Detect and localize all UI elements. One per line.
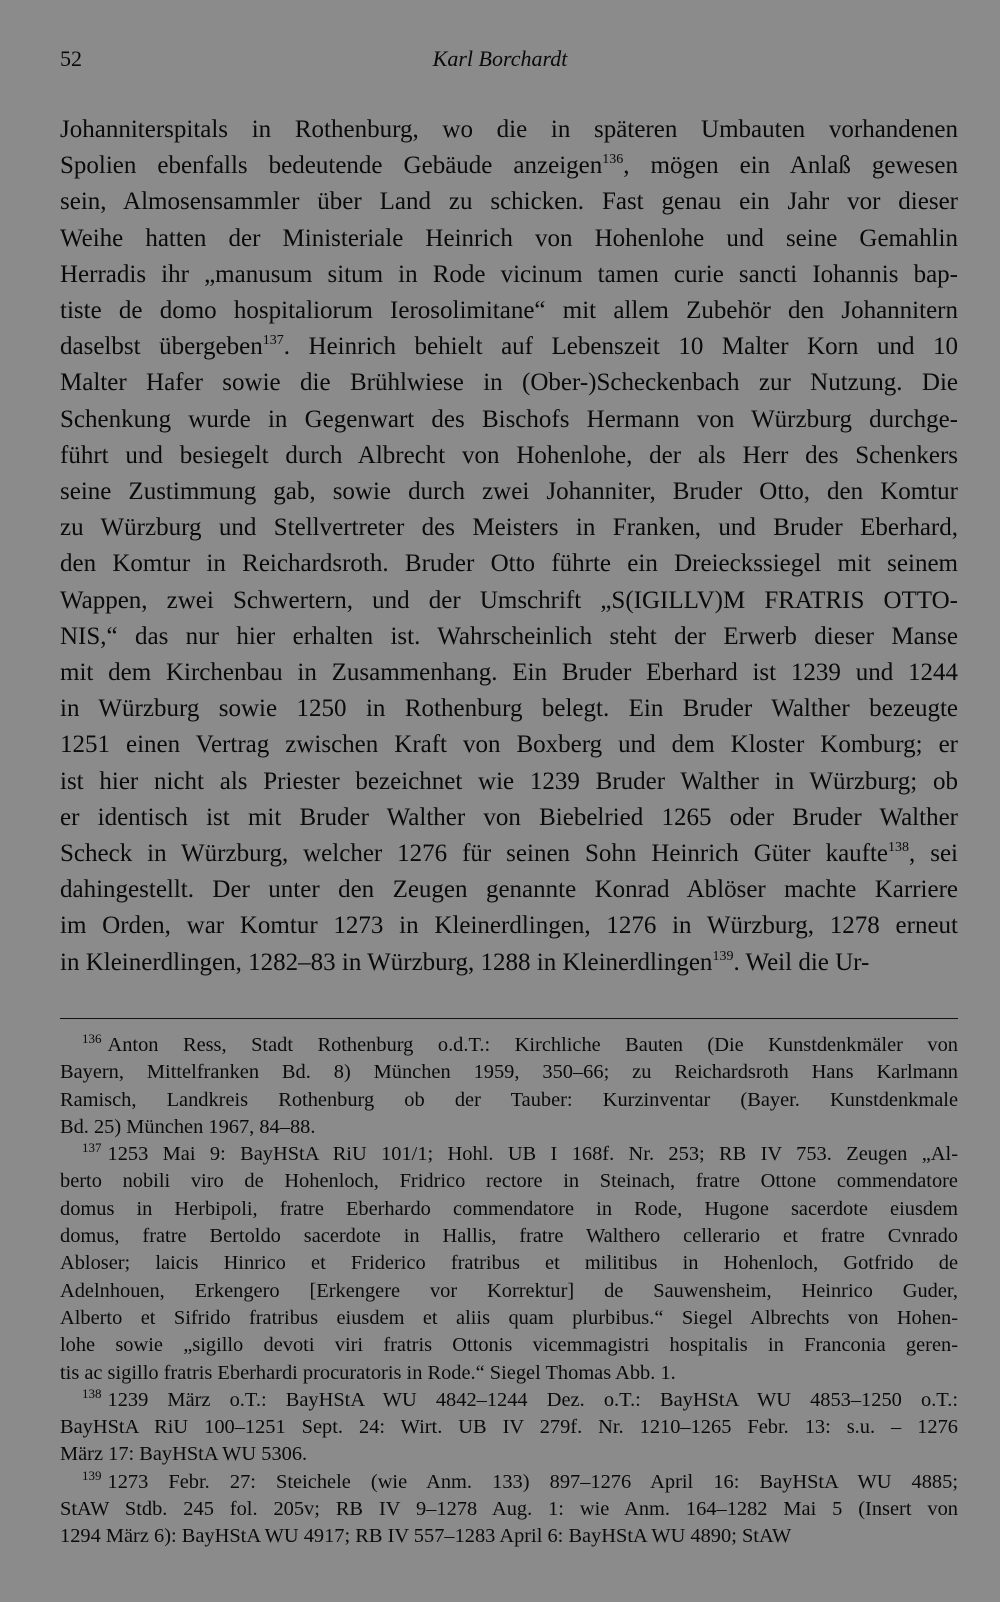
text-line: sein, Almosensammler über Land zu schicken. Fast genau ein Jahr vor dieser — [60, 188, 958, 216]
footnote-rule — [60, 1018, 958, 1019]
text-line: NIS,“ das nur hier erhalten ist. Wahrscheinlich steht der Erwerb dieser Manse — [60, 622, 958, 650]
page-number: 52 — [60, 46, 82, 71]
text-line: er identisch ist mit Bruder Walther von Biebelried 1265 oder Bruder Walther — [60, 803, 958, 831]
text-line: in Kleinerdlingen, 1282–83 in Würzburg, 1288 in Kleinerdlingen$^{139}$. Weil die Ur- — [60, 948, 870, 976]
footnote-number: 136 — [82, 1031, 102, 1046]
footnote-reference: 139 — [712, 948, 734, 964]
footnote-line: 1294 März 6): BayHStA WU 4917; RB IV 557–1283 April 6: BayHStA WU 4890; StAW — [60, 1525, 792, 1548]
text-line: Schenkung wurde in Gegenwart des Bischofs Hermann von Würzburg durchge- — [60, 405, 958, 433]
text-line: mit dem Kirchenbau in Zusammenhang. Ein Bruder Eberhard ist 1239 und 1244 — [60, 659, 958, 687]
footnote-line: März 17: BayHStA WU 5306. — [60, 1443, 308, 1466]
footnote-line: $^{137}$ 1253 Mai 9: BayHStA RiU 101/1; Hohl. UB I 168f. Nr. 253; RB IV 753. Zeugen „Al- — [82, 1140, 958, 1166]
footnote-line: Adelnhouen, Erkengero [Erkengere vor Korrektur] de Sauwensheim, Heinrico Guder, — [60, 1279, 958, 1302]
footnote — [60, 1387, 958, 1469]
footnotes — [60, 1032, 958, 1551]
footnote-line: Bd. 25) München 1967, 84–88. — [60, 1115, 316, 1138]
footnote-line: $^{138}$ 1239 März o.T.: BayHStA WU 4842–1244 Dez. o.T.: BayHStA WU 4853–1250 o.T.: — [82, 1385, 958, 1411]
text-line: Malter Hafer sowie die Brühlwiese in (Ober-)Scheckenbach zur Nutzung. Die — [60, 369, 958, 397]
text-line: im Orden, war Komtur 1273 in Kleinerdlingen, 1276 in Würzburg, 1278 erneut — [60, 912, 958, 940]
main-text — [60, 112, 958, 981]
footnote — [60, 1141, 958, 1387]
footnote-reference: 138 — [888, 840, 910, 856]
footnote-line: StAW Stdb. 245 fol. 205v; RB IV 9–1278 Aug. 1: wie Anm. 164–1282 Mai 5 (Insert von — [60, 1498, 958, 1521]
text-line: Herradis ihr „manusum situm in Rode vicinum tamen curie sancti Iohannis bap- — [60, 260, 958, 288]
page-header — [60, 46, 940, 78]
footnote-line: Bayern, Mittelfranken Bd. 8) München 1959, 350–66; zu Reichardsroth Hans Karlmann — [60, 1061, 958, 1084]
footnote-number: 138 — [82, 1385, 102, 1401]
footnote-line: $^{139}$ 1273 Febr. 27: Steichele (wie Anm. 133) 897–1276 April 16: BayHStA WU 4885; — [82, 1467, 958, 1493]
text-line: Wappen, zwei Schwertern, und der Umschrift „S(IGILLV)M FRATRIS OTTO- — [60, 586, 958, 614]
text-line: ist hier nicht als Priester bezeichnet wie 1239 Bruder Walther in Würzburg; ob — [60, 767, 958, 795]
footnote-line: domus in Herbipoli, fratre Eberhardo commendatore in Rode, Hugone sacerdote eiusdem — [60, 1197, 958, 1220]
text-line: Weihe hatten der Ministeriale Heinrich von Hohenlohe und seine Gemahlin — [60, 224, 958, 252]
footnote-line: $^{136}$ Anton Ress, Stadt Rothenburg o.d.T.: Kirchliche Bauten (Die Kunstdenkmäler von — [82, 1031, 958, 1056]
footnote-line: Abloser; laicis Hinrico et Friderico fratribus et militibus in Hohenloch, Gotfrido de — [60, 1252, 958, 1275]
footnote-number: 137 — [82, 1140, 102, 1156]
text-line: tiste de domo hospitaliorum Ierosolimitane“ mit allem Zubehör den Johannitern — [60, 297, 958, 325]
text-line: den Komtur in Reichardsroth. Bruder Otto führte ein Dreieckssiegel mit seinem — [60, 550, 958, 578]
text-line: führt und besiegelt durch Albrecht von Hohenlohe, der als Herr des Schenkers — [60, 441, 958, 469]
text-line: dahingestellt. Der unter den Zeugen genannte Konrad Ablöser machte Karriere — [60, 876, 958, 904]
footnote-line: tis ac sigillo fratris Eberhardi procuratoris in Rode.“ Siegel Thomas Abb. 1. — [60, 1361, 676, 1384]
running-title: Karl Borchardt — [432, 46, 568, 71]
text-line: Scheck in Würzburg, welcher 1276 für seinen Sohn Heinrich Güter kaufte$^{138}$, sei — [60, 840, 958, 868]
text-line: Johanniterspitals in Rothenburg, wo die in späteren Umbauten vorhandenen — [60, 116, 958, 143]
footnote-number: 139 — [82, 1467, 102, 1483]
text-line: daselbst übergeben$^{137}$. Heinrich behielt auf Lebenszeit 10 Malter Korn und 10 — [60, 333, 958, 361]
footnote-line: lohe sowie „sigillo devoti viri fratris Ottonis vicemmagistri hospitalis in Franconia geren- — [60, 1334, 958, 1357]
footnote — [60, 1469, 958, 1551]
text-line: zu Würzburg und Stellvertreter des Meisters in Franken, und Bruder Eberhard, — [60, 514, 958, 542]
footnote-line: berto nobili viro de Hohenloch, Fridrico rectore in Steinach, fratre Ottone commendatore — [60, 1170, 958, 1193]
footnote-reference: 136 — [602, 152, 624, 168]
footnote-reference: 137 — [262, 333, 284, 349]
footnote-line: Ramisch, Landkreis Rothenburg ob der Tauber: Kurzinventar (Bayer. Kunstdenkmale — [60, 1088, 958, 1111]
text-line: in Würzburg sowie 1250 in Rothenburg belegt. Ein Bruder Walther bezeugte — [60, 695, 958, 723]
footnote-line: domus, fratre Bertoldo sacerdote in Hallis, fratre Walthero cellerario et fratre Cvnrado — [60, 1225, 958, 1248]
text-line: seine Zustimmung gab, sowie durch zwei Johanniter, Bruder Otto, den Komtur — [60, 478, 958, 506]
text-line: Spolien ebenfalls bedeutende Gebäude anzeigen$^{136}$, mögen ein Anlaß gewesen — [60, 152, 958, 180]
footnote-line: BayHStA RiU 100–1251 Sept. 24: Wirt. UB IV 279f. Nr. 1210–1265 Febr. 13: s.u. – 1276 — [60, 1416, 958, 1439]
footnote-line: Alberto et Sifrido fratribus eiusdem et aliis quam plurbibus.“ Siegel Albrechts von Hohen- — [60, 1306, 958, 1329]
text-line: 1251 einen Vertrag zwischen Kraft von Boxberg und dem Kloster Komburg; er — [60, 731, 958, 759]
footnote — [60, 1032, 958, 1141]
